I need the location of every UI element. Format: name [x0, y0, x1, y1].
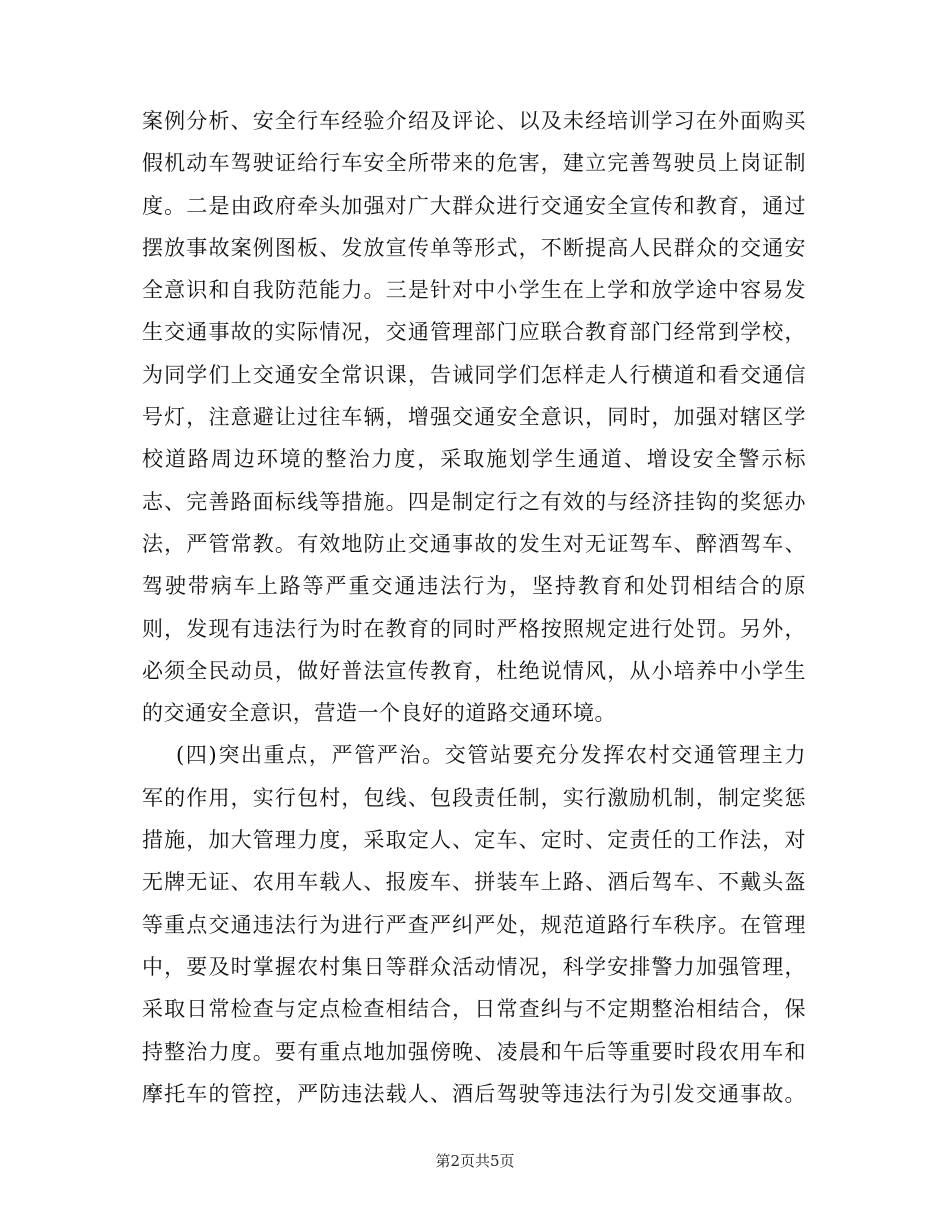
text-line: 中，要及时掌握农村集日等群众活动情况，科学安排警力加强管理，: [142, 954, 806, 979]
text-line: 号灯，注意避让过往车辆，增强交通安全意识，同时，加强对辖区学: [142, 405, 806, 430]
text-line: 校道路周边环境的整治力度，采取施划学生通道、增设安全警示标: [142, 447, 806, 472]
text-line: 军的作用，实行包村，包线、包段责任制，实行激励机制，制定奖惩: [142, 785, 806, 810]
text-line: 则，发现有违法行为时在教育的同时严格按照规定进行处罚。另外，: [142, 616, 806, 641]
text-line: 持整治力度。要有重点地加强傍晚、凌晨和午后等重要时段农用车和: [142, 1039, 806, 1064]
text-line: 全意识和自我防范能力。三是针对中小学生在上学和放学途中容易发: [142, 278, 806, 303]
text-line: 案例分析、安全行车经验介绍及评论、以及未经培训学习在外面购买: [142, 109, 806, 133]
text-line: 摩托车的管控，严防违法载人、酒后驾驶等违法行为引发交通事故。: [142, 1081, 806, 1106]
text-line: 假机动车驾驶证给行车安全所带来的危害，建立完善驾驶员上岗证制: [142, 151, 806, 176]
body-text: [142, 100, 806, 1115]
text-line: 志、完善路面标线等措施。四是制定行之有效的与经济挂钩的奖惩办: [142, 489, 806, 514]
text-line: 生交通事故的实际情况，交通管理部门应联合教育部门经常到学校，: [142, 320, 806, 345]
text-line: 无牌无证、农用车载人、报废车、拼装车上路、酒后驾车、不戴头盔: [142, 870, 806, 895]
text-line: 为同学们上交通安全常识课，告诫同学们怎样走人行横道和看交通信: [142, 362, 806, 387]
text-line: 等重点交通违法行为进行严查严纠严处，规范道路行车秩序。在管理: [142, 912, 806, 937]
page-number-footer: 第2页共5页: [435, 1152, 515, 1170]
paragraph-first-line: (四)突出重点，严管严治。交管站要充分发挥农村交通管理主力: [176, 743, 806, 768]
text-line: 法，严管常教。有效地防止交通事故的发生对无证驾车、醉酒驾车、: [142, 531, 806, 556]
text-line: 摆放事故案例图板、发放宣传单等形式，不断提高人民群众的交通安: [142, 235, 806, 260]
paragraph-last-line: 的交通安全意识，营造一个良好的道路交通环境。: [142, 701, 617, 726]
text-line: 措施，加大管理力度，采取定人、定车、定时、定责任的工作法，对: [142, 828, 806, 853]
text-line: 度。二是由政府牵头加强对广大群众进行交通安全宣传和教育，通过: [142, 193, 806, 218]
text-line: 采取日常检查与定点检查相结合，日常查纠与不定期整治相结合，保: [142, 997, 806, 1022]
text-line: 驾驶带病车上路等严重交通违法行为，坚持教育和处罚相结合的原: [142, 574, 806, 599]
text-line: 必须全民动员，做好普法宣传教育，杜绝说情风，从小培养中小学生: [142, 658, 806, 683]
